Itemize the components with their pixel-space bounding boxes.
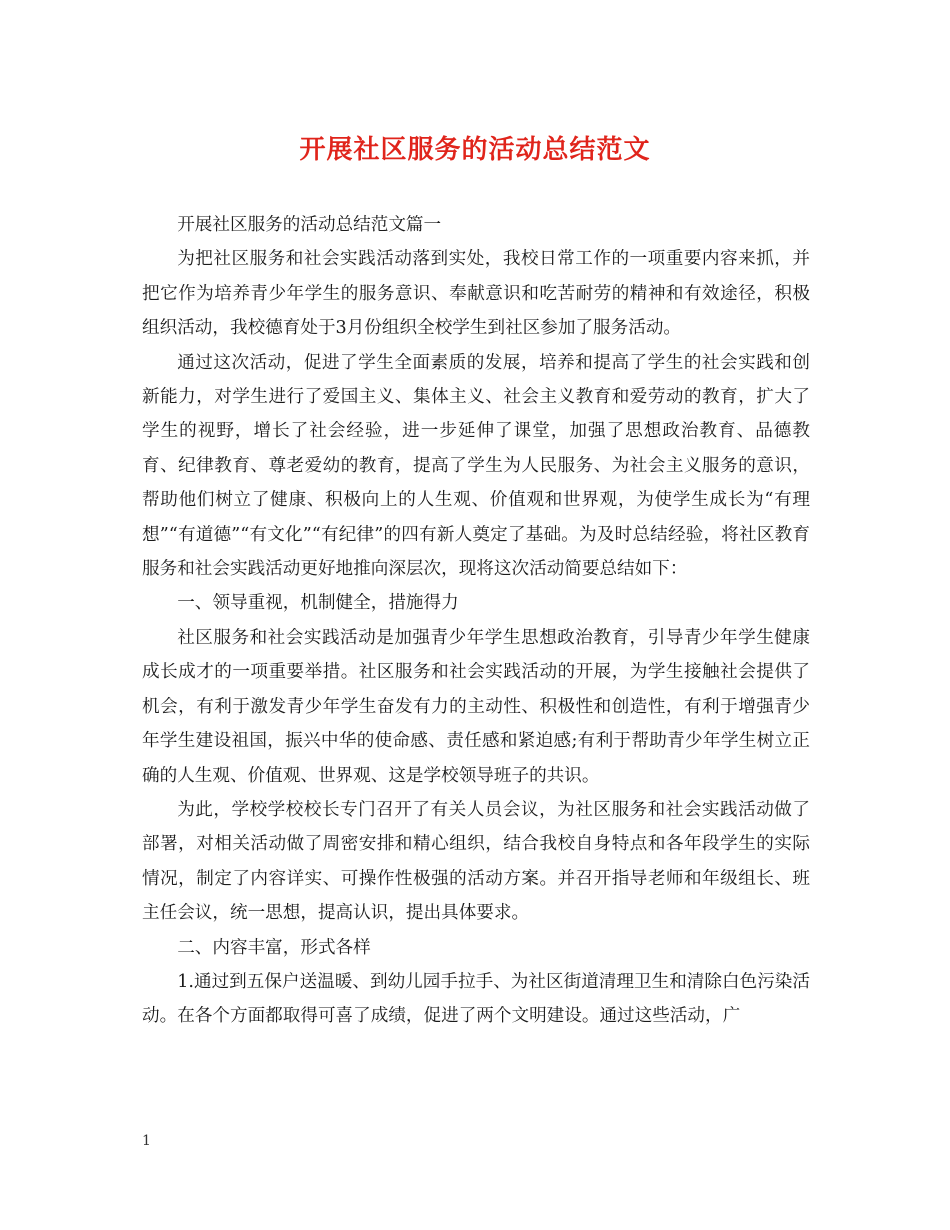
paragraph: 为把社区服务和社会实践活动落到实处，我校日常工作的一项重要内容来抓，并把它作为培养青少年学生的服务意识、奉献意识和吃苦耐劳的精神和有效途径，积极组织活动，我校德育处于3月份组织全校学生到社区参加了服务活动。 (142, 249, 810, 339)
paragraph: 1.通过到五保户送温暖、到幼儿园手拉手、为社区街道清理卫生和清除白色污染活动。在各个方面都取得可喜了成绩，促进了两个文明建设。通过这些活动，广 (142, 971, 810, 1027)
section-heading: 一、领导重视，机制健全，措施得力 (177, 593, 459, 614)
paragraph: 开展社区服务的活动总结范文篇一 (177, 215, 442, 235)
paragraph: 为此，学校学校校长专门召开了有关人员会议，为社区服务和社会实践活动做了部署，对相关活动做了周密安排和精心组织，结合我校自身特点和各年段学生的实际情况，制定了内容详实、可操作性极强的活动方案。并召开指导老师和年级组长、班主任会议，统一思想，提高认识，提出具体要求。 (142, 799, 810, 924)
paragraph: 通过这次活动，促进了学生全面素质的发展，培养和提高了学生的社会实践和创新能力，对学生进行了爱国主义、集体主义、社会主义教育和爱劳动的教育，扩大了学生的视野，增长了社会经验，进一步延伸了课堂，加强了思想政治教育、品德教育、纪律教育、尊老爱幼的教育，提高了学生为人民服务、为社会主义服务的意识，帮助他们树立了健康、积极向上的人生观、价值观和世界观，为使学生成长为“有理想”“有道德”“有文化”“有纪律”的四有新人奠定了基础。为及时总结经验，将社区教育服务和社会实践活动更好地推向深层次，现将这次活动简要总结如下： (142, 352, 810, 580)
paragraph: 社区服务和社会实践活动是加强青少年学生思想政治教育，引导青少年学生健康成长成才的一项重要举措。社区服务和社会实践活动的开展，为学生接触社会提供了机会，有利于激发青少年学生奋发有力的主动性、积极性和创造性，有利于增强青少年学生建设祖国，振兴中华的使命感、责任感和紧迫感;有利于帮助青少年学生树立正确的人生观、价值观、世界观、这是学校领导班子的共识。 (142, 627, 810, 786)
document-body (142, 208, 810, 1034)
section-heading: 二、内容丰富，形式各样 (177, 937, 371, 958)
document-title: 开展社区服务的活动总结范文 (299, 135, 651, 165)
page-number: 1 (142, 1133, 151, 1149)
